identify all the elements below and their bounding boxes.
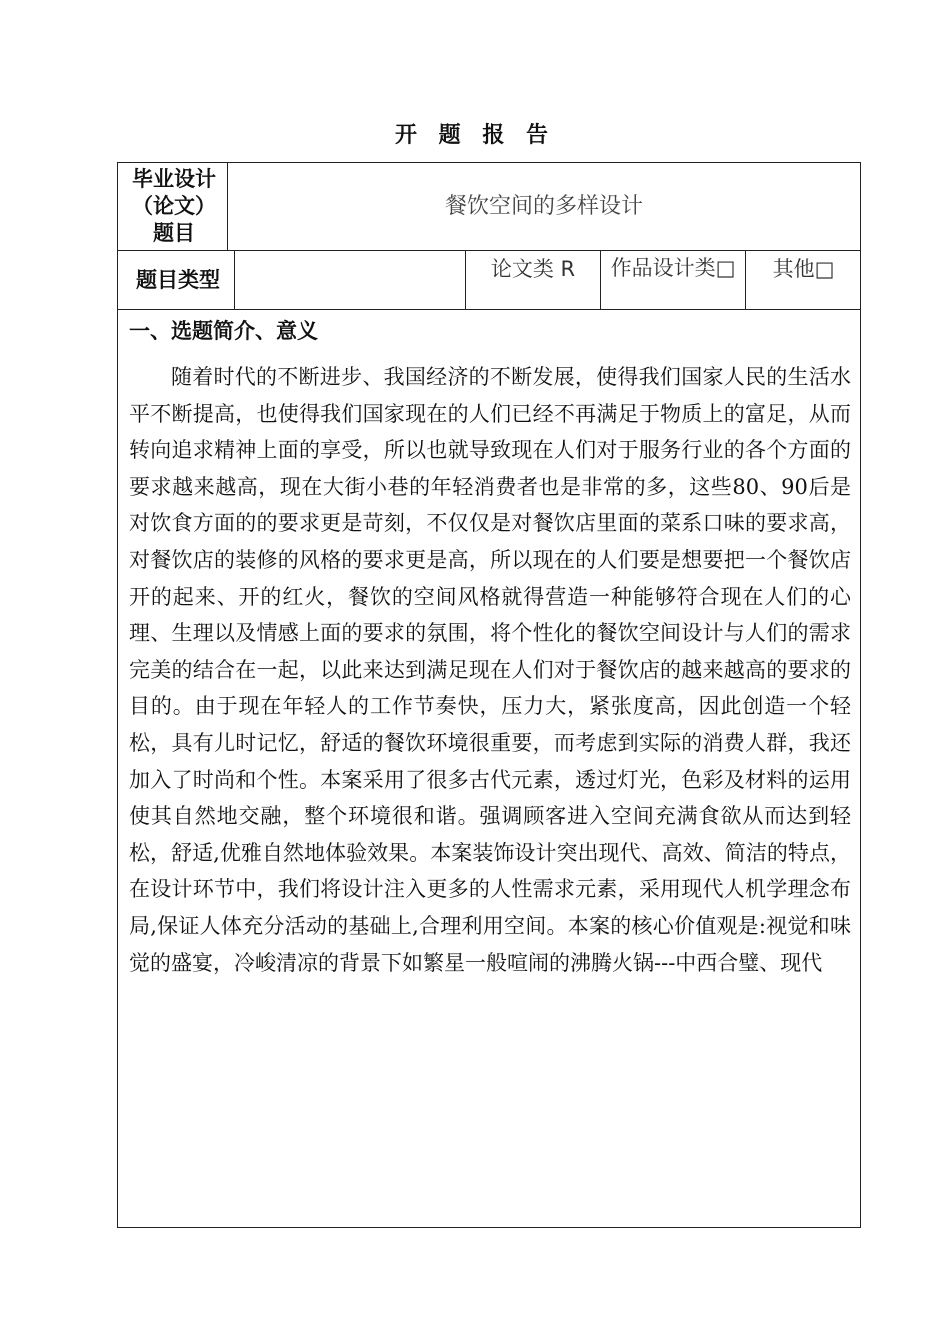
proposal-form xyxy=(117,162,861,1228)
type-option-other: 其他□ xyxy=(772,257,835,281)
thesis-title-label: 毕业设计（论文）题目 xyxy=(132,167,216,245)
type-option-design-work: 作品设计类□ xyxy=(610,256,736,280)
report-title: 开 题 报 告 xyxy=(395,123,555,148)
col-divider xyxy=(600,250,601,309)
col-divider xyxy=(465,250,466,309)
col-divider xyxy=(745,250,746,309)
type-option-thesis: 论文类 R xyxy=(490,257,576,281)
thesis-title-value: 餐饮空间的多样设计 xyxy=(444,193,643,219)
section-heading: 一、选题简介、意义 xyxy=(129,319,318,343)
topic-type-label: 题目类型 xyxy=(136,267,220,292)
col-divider xyxy=(234,250,235,309)
section-body-paragraph: 随着时代的不断进步、我国经济的不断发展，使得我们国家人民的生活水平不断提高，也使得我们国家现在的人们已经不再满足于物质上的富足，从而转向追求精神上面的享受，所以也就导致现在人们对于服务行业的各个方面的要求越来越高，现在大街小巷的年轻消费者也是非常的多，这些80、90后是对饮食方面的的要求更是苛刻，不仅仅是对餐饮店里面的菜系口味的要求高，对餐饮店的装修的风格的要求更是高，所以现在的人们要是想要把一个餐饮店开的起来、开的红火，餐饮的空间风格就得营造一种能够符合现在人们的心理、生理以及情感上面的要求的氛围，将个性化的餐饮空间设计与人们的需求完美的结合在一起，以此来达到满足现在人们对于餐饮店的越来越高的要求的目的。由于现在年轻人的工作节奏快，压力大，紧张度高，因此创造一个轻松，具有儿时记忆，舒适的餐饮环境很重要，而考虑到实际的消费人群，我还加入了时尚和个性。本案采用了很多古代元素，透过灯光，色彩及材料的运用使其自然地交融，整个环境很和谐。强调顾客进入空间充满食欲从而达到轻松，舒适,优雅自然地体验效果。本案装饰设计突出现代、高效、简洁的特点，在设计环节中，我们将设计注入更多的人性需求元素，采用现代人机学理念布局,保证人体充分活动的基础上,合理利用空间。本案的核心价值观是:视觉和味觉的盛宴，冷峻清凉的背景下如繁星一般喧闹的沸腾火锅---中西合璧、现代 xyxy=(129,365,851,975)
row-divider xyxy=(118,309,860,310)
